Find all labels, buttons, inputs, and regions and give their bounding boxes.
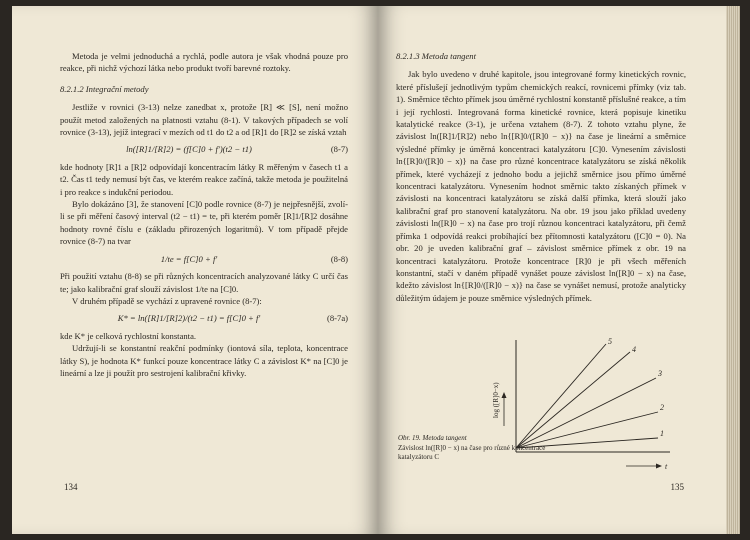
line-label-2: 2 bbox=[660, 403, 664, 412]
x-axis-label: t bbox=[665, 462, 668, 471]
equation-number: (8-7) bbox=[330, 144, 348, 155]
paragraph: V druhém případě se vychází z upravené rovnice (8-7): bbox=[72, 295, 262, 306]
open-book bbox=[12, 6, 740, 534]
paragraph: Při použití vztahu (8-8) se při různých koncentracích analyzované látky C určí čas te; jako kalibrační graf slouží závislost 1/te na [C]0. bbox=[60, 271, 348, 294]
line-label-5: 5 bbox=[608, 337, 612, 346]
paragraph: Bylo dokázáno [3], že stanovení [C]0 podle rovnice (8-7) je nejpřesnější, zvolí-li se při měření časový interval (t2 − t1) = te, při kterém poměr [R]1/[R]2 dosáhne hodnoty rovné číslu e (základu přirozených logaritmů). V tom případě přejde rovnice (8-7) na tvar bbox=[60, 199, 348, 247]
equation-8-7a bbox=[60, 312, 348, 324]
page-number-right: 135 bbox=[670, 482, 684, 492]
line-label-3: 3 bbox=[658, 369, 662, 378]
figure-caption bbox=[398, 434, 568, 463]
line-5 bbox=[516, 344, 606, 448]
equation-number: (8-7a) bbox=[327, 313, 348, 324]
paragraph: kde K* je celková rychlostní konstanta. bbox=[60, 330, 197, 341]
intro-paragraph: Metoda je velmi jednoduchá a rychlá, podle autora je však vhodná pouze pro reakce, při nichž výchozí látka nebo produkt tvoří barevné roztoky. bbox=[60, 51, 348, 74]
left-page bbox=[12, 6, 378, 534]
y-axis-label: log ([R]0−x) bbox=[492, 382, 500, 418]
page-edges bbox=[726, 6, 740, 534]
x-arrow-head bbox=[656, 464, 662, 469]
figure-caption-text: Závislost ln([R]0 − x) na čase pro různé koncentrace katalyzátoru C bbox=[398, 443, 546, 461]
equation-text: K* = ln([R]1/[R]2)/(t2 − t1) = f[C]0 + f′ bbox=[117, 313, 261, 324]
equation-text: 1/te = f[C]0 + f′ bbox=[160, 253, 218, 264]
equation-text: ln([R]1/[R]2) = (f[C]0 + f′)(t2 − t1) bbox=[126, 144, 252, 155]
equation-8-7 bbox=[60, 143, 348, 155]
section-title-integration: 8.2.1.2 Integrační metody bbox=[60, 83, 149, 94]
section-title-tangent: 8.2.1.3 Metoda tangent bbox=[396, 51, 476, 61]
equation-8-8 bbox=[60, 253, 348, 265]
equation-number: (8-8) bbox=[330, 253, 348, 264]
paragraph: Udržují-li se konstantní reakční podmínky (iontová síla, teplota, koncentrace látky S), je hodnota K* funkcí pouze koncentrace látky C a závislost K* na [C]0 je lineární a lze ji použít pro sestrojení kalibrační křivky. bbox=[60, 343, 348, 378]
figure-caption-title: Obr. 19. Metoda tangent bbox=[398, 434, 467, 442]
paragraph: kde hodnoty [R]1 a [R]2 odpovídají koncentracím látky R měřeným v časech t1 a t2. Čas t1 tedy nemusí být čas, ve kterém reakce začíná, takže metoda je použitelná i pro reakce s indukční periodou. bbox=[60, 161, 348, 197]
right-page-body bbox=[396, 50, 686, 304]
page-number-left: 134 bbox=[64, 482, 78, 492]
y-arrow-head bbox=[502, 392, 507, 398]
line-label-4: 4 bbox=[632, 345, 636, 354]
line-label-1: 1 bbox=[660, 429, 664, 438]
paragraph: Jestliže v rovnici (3-13) nelze zanedbat x, protože [R] ≪ [S], není možno použít metod založených na platnosti vztahu (8-1). V takových případech se volí rovnice (3-13), jejíž integrací v mezích od t1 do t2 a od [R]1 do [R]2 se získá vztah bbox=[60, 102, 348, 138]
right-page bbox=[378, 6, 740, 534]
paragraph: Jak bylo uvedeno v druhé kapitole, jsou integrované formy kinetických rovnic, které příslušejí jednotlivým typům chemických reakcí, rovnicemi přímky (viz tab. 1). Směrnice těchto přímek jsou úměrné rychlostní konstantě příslušné reakce, a tím i její rychlosti. Integrovaná forma kinetické rovnice, která popisuje kinetiku katalytické reakce (3-1), je určena vztahem (8-7). Z tohoto vztahu plyne, že závislost ln([R]1/[R]2) nebo ln{[R]0/([R]0 − x)} na čase je lineární a směrnice výsledné přímky je úměrná koncentraci katalyzátoru [C]0. Vynesením závislosti ln{[R]0/([R]0 − x)} na čase pro různé koncentrace katalyzátoru se získá několik přímek, které vycházejí z jednoho bodu a jejichž směrnice jsou přímo úměrné koncentraci katalyzátoru. Vynesením hodnot směrnic takto získaných přímek v závislosti na koncentraci katalyzátoru se získá další přímka, která slouží jako kalibrační graf pro stanovení katalyzátoru. Na obr. 19 jsou jako příklad uvedeny závislosti ln([R]0 − x) na čase pro trojí různou koncentraci katalyzátoru, při čemž přímka 1 odpovídá reakci probíhající bez přítomnosti katalyzátoru ([C]0 = 0). Na obr. 20 je uveden kalibrační graf – závislost směrnice přímek z obr. 19 na koncentraci katalyzátoru. Protože koncentrace [R]0 je při všech měřeních konstantní, stačí v daném případě vynášet pouze závislost ln([R]0 − x) na čase, kdežto závislost ln{[R]0/([R]0 − x)} na čase se vynášet nemusí, protože analyticky důležitým údajem je pouze směrnice výsledných přímek. bbox=[396, 69, 686, 303]
left-page-body bbox=[60, 50, 348, 379]
